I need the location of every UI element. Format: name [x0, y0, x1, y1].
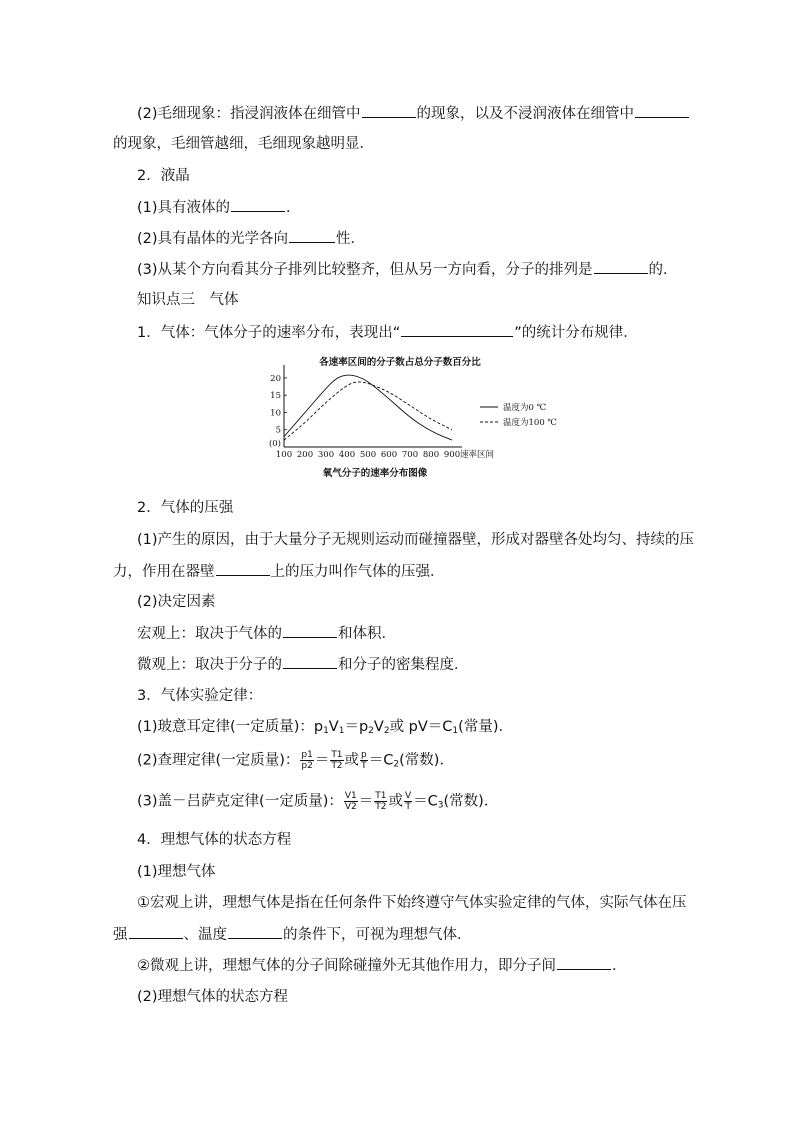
subscript: 1 [338, 726, 345, 736]
subscript: 1 [323, 726, 329, 736]
text-segment: 2．气体的压强 [137, 500, 234, 516]
x-tick-label: 500 [359, 450, 377, 460]
fill-blank[interactable] [129, 924, 183, 939]
denominator: T2 [375, 802, 387, 812]
y-tick-label: (0) [268, 439, 281, 449]
x-tick-label: 200 [296, 450, 314, 460]
text-segment: (常量)． [458, 719, 513, 735]
formula-line [137, 717, 513, 741]
chart-caption: 氧气分子的速率分布图像 [322, 468, 428, 479]
text-line [113, 561, 445, 582]
fill-blank[interactable] [216, 561, 270, 576]
text-segment: (1)产生的原因，由于大量分子无规则运动而碰撞器壁，形成对器壁各处均匀、持续的压 [137, 532, 695, 548]
speed-distribution-chart [255, 352, 557, 480]
text-segment: ＝ [358, 793, 374, 810]
fraction [300, 750, 313, 771]
fill-blank[interactable] [231, 197, 285, 212]
numerator: V1 [344, 791, 357, 801]
section-heading [137, 498, 233, 518]
fill-blank[interactable] [283, 623, 337, 638]
text-segment: ＝ [314, 752, 330, 769]
text-segment: ＝C [413, 793, 438, 810]
series-line-0 [284, 375, 452, 440]
text-line [137, 955, 627, 976]
x-tick-label: 700 [401, 450, 419, 460]
section-heading [137, 166, 190, 186]
formula-line [137, 750, 454, 775]
y-tick-label: 15 [270, 391, 281, 402]
x-tick-label: 400 [338, 450, 356, 460]
text-segment: 力，作用在器壁 [113, 564, 215, 580]
fraction [360, 750, 368, 771]
denominator: T [361, 761, 367, 771]
text-segment: 性． [336, 231, 366, 247]
fill-blank[interactable] [401, 322, 513, 337]
text-segment: 和体积． [338, 626, 396, 642]
text-segment: (2)决定因素 [137, 594, 216, 610]
chart-title: 各速率区间的分子数占总分子数百分比 [319, 357, 481, 368]
text-segment: (2)毛细现象：指浸润液体在细管中 [137, 106, 361, 122]
text-line [137, 197, 301, 218]
text-line [137, 623, 396, 644]
text-line [137, 893, 687, 913]
text-segment: 上的压力叫作气体的压强． [270, 564, 445, 580]
series-line-1 [284, 382, 452, 440]
text-line [137, 228, 365, 249]
numerator: T1 [331, 750, 343, 760]
x-tick-label: 600 [380, 450, 398, 460]
fraction [404, 791, 412, 812]
text-segment: 和分子的密集程度． [338, 657, 469, 673]
text-segment: ”的统计分布规律． [514, 325, 638, 341]
text-segment: 或 [388, 793, 403, 810]
denominator: T [405, 802, 411, 812]
text-segment: 的现象，以及不浸润液体在细管中 [416, 106, 635, 122]
text-line [137, 654, 469, 675]
subscript: 2 [393, 759, 400, 770]
numerator: T1 [375, 791, 387, 801]
fill-blank[interactable] [289, 228, 335, 243]
subscript: 2 [383, 726, 390, 736]
fraction [374, 791, 387, 812]
denominator: p2 [301, 761, 313, 771]
text-segment: (1)理想气体 [137, 864, 216, 880]
text-line [137, 103, 690, 124]
text-segment: (1)具有液体的 [137, 200, 231, 216]
text-segment: 或 [344, 752, 360, 769]
x-tick-label: 300 [317, 450, 335, 460]
section-heading [137, 830, 291, 850]
x-tick-label: 100 [275, 450, 293, 460]
text-segment: (3)盖－吕萨克定律(一定质量)： [137, 793, 343, 810]
text-segment: ①宏观上讲，理想气体是指在任何条件下始终遵守气体实验定律的气体，实际气体在压 [137, 895, 687, 911]
text-segment: V [373, 719, 384, 735]
text-line [137, 259, 678, 280]
text-segment: (2)查理定律(一定质量)： [137, 752, 300, 769]
x-tick-label: 800 [422, 450, 440, 460]
fill-blank[interactable] [283, 654, 337, 669]
subscript: 1 [452, 726, 459, 736]
text-segment: (3)从某个方向看其分子排列比较整齐，但从另一方向看，分子的排列是 [137, 262, 593, 278]
text-line [137, 987, 288, 1007]
text-segment: 4．理想气体的状态方程 [137, 832, 292, 848]
section-heading [137, 686, 262, 706]
legend-label-1: 温度为100 ℃ [503, 418, 557, 428]
numerator: p1 [301, 750, 313, 760]
fill-blank[interactable] [635, 103, 689, 118]
section-heading [137, 290, 239, 310]
fraction [344, 791, 358, 812]
denominator: T2 [331, 761, 343, 771]
text-segment: 微观上：取决于分子的 [137, 657, 282, 673]
text-segment: 或 pV＝C [389, 719, 453, 735]
text-line [113, 924, 472, 945]
text-segment: 的现象，毛细管越细，毛细现象越明显． [113, 136, 374, 152]
subscript: 3 [437, 800, 444, 811]
text-segment: (1)玻意耳定律(一定质量)：p [137, 719, 324, 735]
y-tick-label: 20 [270, 373, 281, 384]
text-segment: 知识点三 气体 [137, 292, 239, 308]
text-segment: 的条件下，可视为理想气体． [283, 927, 472, 943]
fill-blank[interactable] [362, 103, 416, 118]
text-segment: 强 [113, 927, 128, 943]
chart-svg [255, 352, 557, 480]
subscript: 2 [368, 726, 374, 736]
text-segment: V [328, 719, 339, 735]
text-line [113, 134, 374, 154]
text-segment: 的． [648, 262, 678, 278]
text-segment: (常数)． [443, 793, 499, 810]
fill-blank[interactable] [557, 955, 611, 970]
formula-line [137, 791, 498, 816]
text-segment: (2)理想气体的状态方程 [137, 989, 289, 1005]
text-line [137, 530, 694, 550]
x-axis-label: 速率区间 [460, 450, 495, 460]
fill-blank[interactable] [228, 924, 282, 939]
numerator: V [404, 791, 412, 801]
text-segment: (2)具有晶体的光学各向 [137, 231, 289, 247]
text-segment: (常数)． [399, 752, 454, 769]
text-segment: ②微观上讲，理想气体的分子间除碰撞外无其他作用力，即分子间 [137, 958, 556, 974]
y-tick-label: 10 [270, 408, 281, 419]
text-segment: ． [286, 200, 301, 216]
denominator: V2 [344, 802, 357, 812]
text-segment: ＝p [344, 719, 369, 735]
x-tick-label: 900 [443, 450, 461, 460]
y-tick-label: 5 [275, 425, 281, 436]
text-segment: 1．气体：气体分子的速率分布，表现出“ [137, 325, 401, 341]
text-segment: 3．气体实验定律： [137, 688, 263, 704]
text-line [137, 592, 216, 612]
numerator: p [361, 750, 367, 760]
fill-blank[interactable] [594, 259, 648, 274]
text-segment: ＝C [368, 752, 394, 769]
text-segment: 宏观上：取决于气体的 [137, 626, 282, 642]
fraction [330, 750, 343, 771]
text-segment: ． [612, 958, 627, 974]
text-segment: 2．液晶 [137, 168, 190, 184]
text-line [137, 862, 216, 882]
legend-label-0: 温度为0 ℃ [503, 403, 547, 413]
text-line [137, 322, 638, 343]
text-segment: 、温度 [183, 927, 227, 943]
